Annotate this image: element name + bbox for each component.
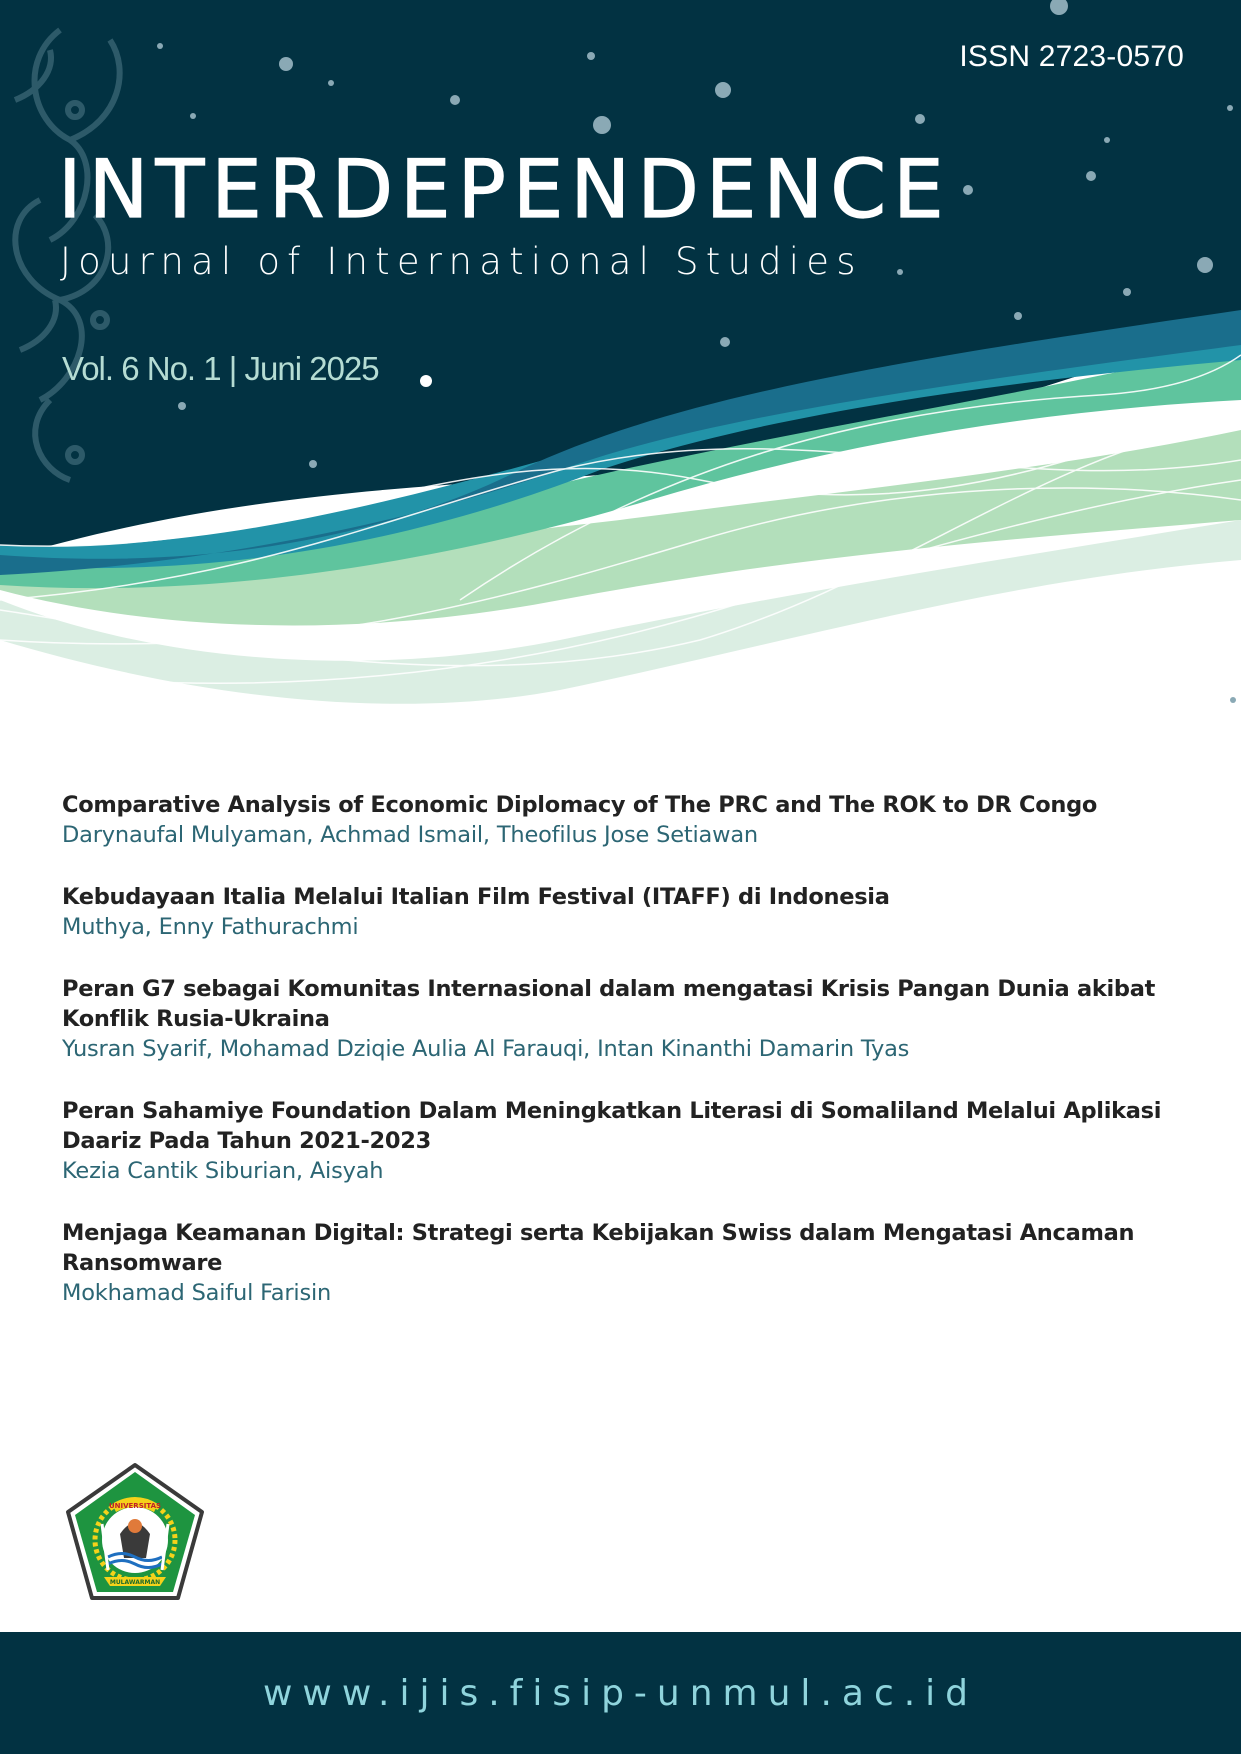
article-title: Menjaga Keamanan Digital: Strategi serta Kebijakan Swiss dalam Mengatasi Ancaman Ransomware: [62, 1220, 1135, 1276]
seal-bottom-text: MULAWARMAN: [109, 1579, 161, 1586]
article-entry: [62, 974, 1192, 1064]
article-title: Peran Sahamiye Foundation Dalam Meningkatkan Literasi di Somaliland Melalui Aplikasi Daariz Pada Tahun 2021-2023: [62, 1098, 1162, 1154]
article-title: Kebudayaan Italia Melalui Italian Film Festival (ITAFF) di Indonesia: [62, 884, 890, 910]
article-title: Peran G7 sebagai Komunitas Internasional dalam mengatasi Krisis Pangan Dunia akibat Konflik Rusia-Ukraina: [62, 976, 1156, 1032]
footer-bar: [0, 1632, 1241, 1754]
website-url[interactable]: www.ijis.fisip-unmul.ac.id: [262, 1672, 979, 1714]
article-authors: Kezia Cantik Siburian, Aisyah: [62, 1158, 384, 1184]
journal-title: INTERDEPENDENCE: [58, 143, 951, 236]
article-authors: Yusran Syarif, Mohamad Dziqie Aulia Al Farauqi, Intan Kinanthi Damarin Tyas: [62, 1036, 910, 1062]
article-entry: [62, 790, 1192, 850]
article-authors: Muthya, Enny Fathurachmi: [62, 914, 359, 940]
article-entry: [62, 882, 1192, 942]
issue-label: Vol. 6 No. 1 | Juni 2025: [62, 350, 379, 387]
article-entry: [62, 1096, 1192, 1186]
article-authors: Mokhamad Saiful Farisin: [62, 1280, 332, 1306]
journal-subtitle: Journal of International Studies: [60, 240, 863, 283]
table-of-contents: [62, 790, 1192, 1340]
article-entry: [62, 1218, 1192, 1308]
university-seal-icon: [64, 1462, 206, 1604]
article-authors: Darynaufal Mulyaman, Achmad Ismail, Theofilus Jose Setiawan: [62, 822, 758, 848]
article-title: Comparative Analysis of Economic Diplomacy of The PRC and The ROK to DR Congo: [62, 792, 1098, 818]
seal-top-text: UNIVERSITAS: [108, 1502, 162, 1510]
issn-label: ISSN 2723-0570: [959, 40, 1184, 73]
